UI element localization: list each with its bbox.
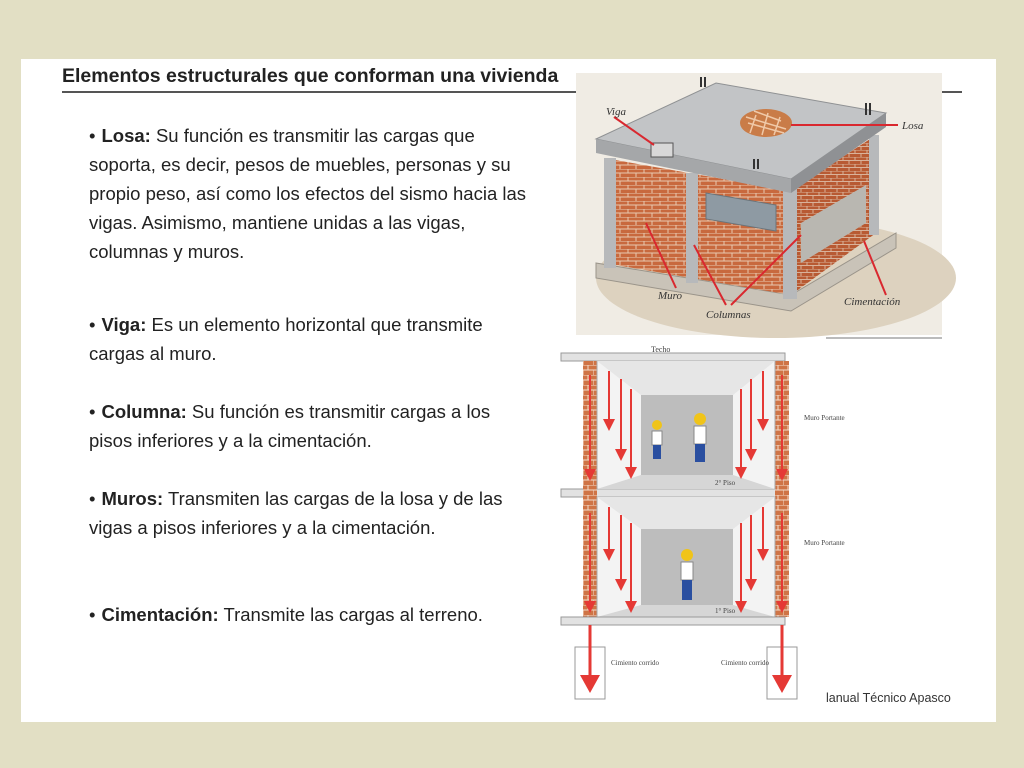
label-techo-top: Techo: [651, 345, 671, 354]
load-section-figure: [553, 345, 845, 709]
label-cimiento-left: Cimiento corrido: [611, 659, 660, 667]
label-piso-2: 2° Piso: [715, 479, 736, 487]
bullet-term: Losa:: [101, 125, 151, 146]
label-muro: Muro: [658, 290, 683, 302]
bullet-list: [89, 121, 529, 629]
label-viga: Viga: [606, 106, 626, 118]
bullet-text: Su función es transmitir cargas a los pisos inferiores y a la cimentación.: [89, 401, 491, 451]
bullet-text: Transmiten las cargas de la losa y de las vigas a pisos inferiores y a la cimentación.: [89, 488, 503, 538]
figure-caption: lanual Técnico Apasco: [826, 691, 951, 705]
bullet-dot: •: [89, 314, 96, 335]
ground-slab: [561, 617, 785, 625]
figure-rule: [826, 337, 942, 339]
bullet-muros: [89, 484, 529, 600]
label-muro-portante-lower: Muro Portante: [804, 539, 845, 547]
beam-section: [651, 143, 673, 157]
section-illustration: [553, 345, 845, 709]
label-columnas: Columnas: [706, 309, 751, 321]
bullet-cimentacion: [89, 600, 529, 629]
house-structure-figure: [576, 73, 942, 335]
bullet-columna: [89, 397, 529, 484]
bullet-text: Transmite las cargas al terreno.: [218, 604, 483, 625]
label-cimiento-right: Cimiento corrido: [721, 659, 770, 667]
label-losa: Losa: [902, 120, 924, 132]
slide-title: Elementos estructurales que conforman una vivienda: [62, 65, 559, 87]
column-right: [783, 189, 797, 299]
bullet-dot: •: [89, 401, 96, 422]
bullet-term: Columna:: [101, 401, 187, 422]
label-piso-1: 1° Piso: [715, 607, 736, 615]
slide: [21, 59, 996, 722]
bullet-losa: [89, 121, 529, 310]
label-muro-portante-upper: Muro Portante: [804, 414, 845, 422]
column-mid: [686, 173, 698, 283]
house-illustration: [576, 73, 942, 335]
bullet-dot: •: [89, 488, 96, 509]
bullet-viga: [89, 310, 529, 397]
bullet-text: Su función es transmitir las cargas que soporta, es decir, pesos de muebles, personas y su propio peso, así como los efectos del sismo hacia las vigas. Asimismo, mantiene unidas a las vigas, columnas y muros.: [89, 125, 527, 262]
column-left: [604, 158, 616, 268]
bullet-text: Es un elemento horizontal que transmite cargas al muro.: [89, 314, 483, 364]
bullet-term: Cimentación:: [101, 604, 219, 625]
bullet-dot: •: [89, 604, 96, 625]
bullet-term: Muros:: [101, 488, 164, 509]
bullet-dot: •: [89, 125, 96, 146]
label-cimentacion: Cimentación: [844, 296, 901, 308]
column-back: [869, 135, 879, 235]
roof-slab-top: [561, 353, 785, 361]
bullet-term: Viga:: [101, 314, 147, 335]
